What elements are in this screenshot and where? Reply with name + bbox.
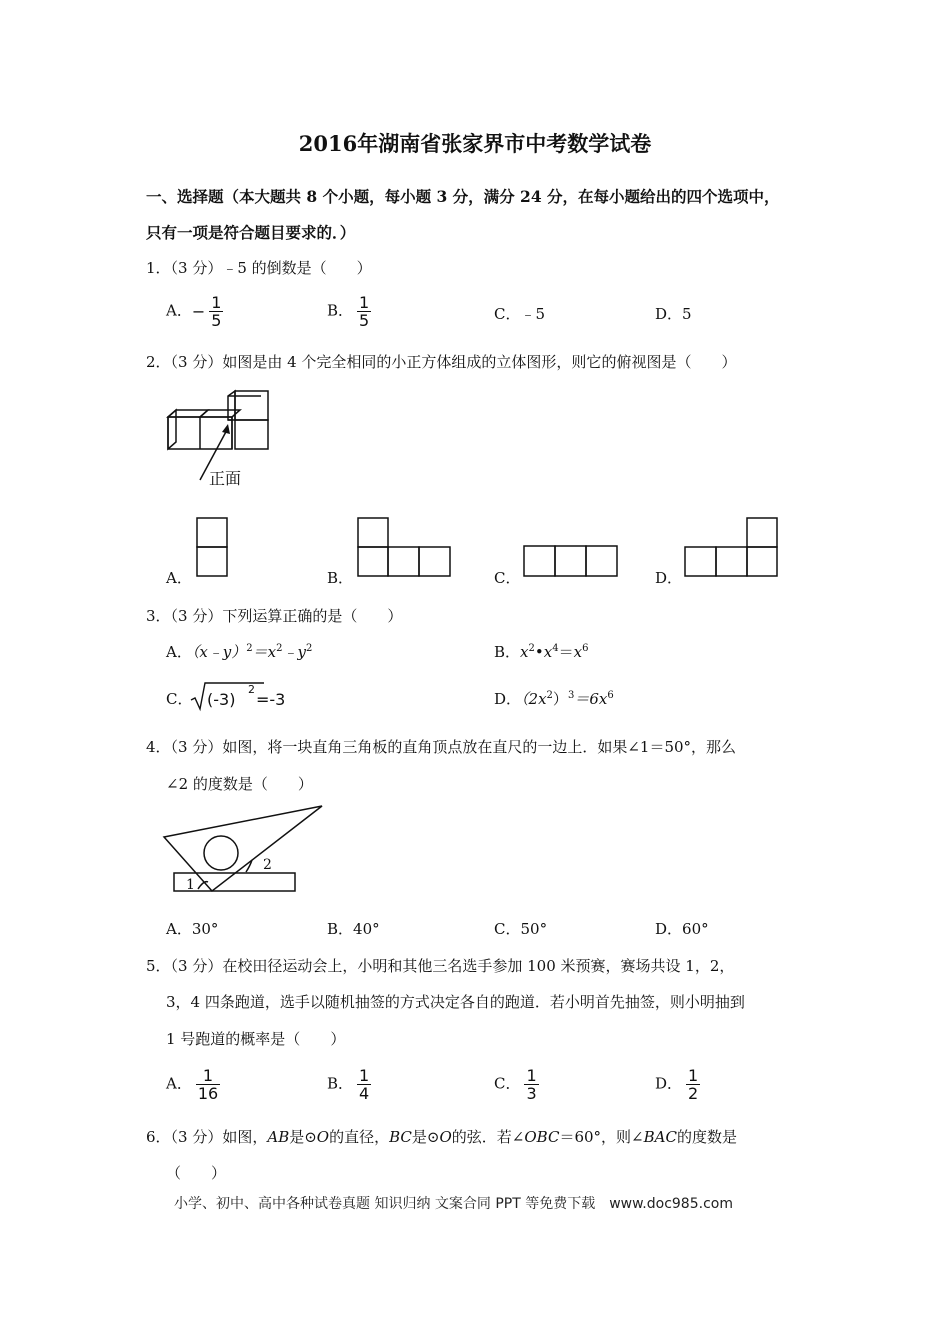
exponent: 2	[305, 643, 313, 654]
exponent: 2	[248, 683, 255, 696]
radical-rest: =-3	[256, 690, 286, 709]
q2-option-a-figure	[196, 517, 230, 579]
minus-sign: −	[191, 302, 206, 321]
option-label: B．	[494, 643, 521, 661]
option-label: A．	[166, 1074, 192, 1093]
q1-option-c: C．﹣5	[494, 305, 546, 323]
denominator: 5	[211, 311, 222, 330]
fraction	[357, 294, 371, 329]
var: O	[316, 1128, 330, 1146]
q2-option-d-figure	[684, 517, 780, 579]
q5-option-c	[494, 1067, 539, 1102]
expr: ）	[552, 690, 568, 708]
denominator: 2	[688, 1084, 699, 1103]
text: 是⊙	[411, 1128, 440, 1146]
text: 是⊙	[289, 1128, 317, 1146]
radicand: (-3)	[207, 690, 236, 709]
expr: ＝x	[252, 643, 277, 661]
expr: （x﹣y）	[191, 643, 247, 661]
q5-line3: 1 号跑道的概率是（ ）	[166, 1030, 346, 1048]
var: BAC	[643, 1128, 677, 1146]
expr: ﹣y	[282, 643, 306, 661]
q5-option-a	[166, 1067, 220, 1102]
expr: x	[543, 643, 553, 661]
q4-option-a: A．30°	[166, 920, 219, 938]
angle-2-label: 2	[263, 857, 272, 873]
q4-line1: 4．（3 分）如图，将一块直角三角板的直角顶点放在直尺的一边上．如果∠1＝50°，那么	[146, 738, 737, 756]
expr: ＝6x	[574, 690, 608, 708]
q1-option-b	[327, 294, 371, 329]
q2-option-c: C．	[494, 569, 521, 587]
fraction	[524, 1067, 538, 1102]
text: 的弦．若∠	[451, 1128, 525, 1146]
q4-option-c: C．50°	[494, 920, 548, 938]
section-header-line2: 只有一项是符合题目要求的．）	[146, 223, 356, 242]
option-label: D．	[494, 690, 522, 708]
numerator: 1	[526, 1066, 537, 1085]
q4-line2: ∠2 的度数是（ ）	[166, 775, 313, 793]
q4-option-d: D．60°	[655, 920, 709, 938]
fraction	[209, 294, 223, 329]
numerator: 1	[688, 1066, 699, 1085]
exponent: 2	[276, 643, 283, 654]
exponent: 2	[546, 690, 553, 701]
var: BC	[389, 1128, 412, 1146]
q4-option-b: B．40°	[327, 920, 380, 938]
q5-option-b	[327, 1067, 371, 1102]
q2-option-b: B．	[327, 569, 354, 587]
expr: （2x	[521, 690, 547, 708]
q1-option-d: D．5	[655, 305, 692, 323]
q3-option-d	[494, 688, 614, 709]
q2-front-label: 正面	[209, 469, 242, 488]
q4-triangle-ruler-figure	[160, 800, 330, 900]
q2-option-b-figure	[357, 517, 453, 579]
q3-option-b	[494, 641, 588, 662]
text: 的度数是	[676, 1128, 737, 1146]
q5-line2: 3，4 四条跑道，选手以随机抽签的方式决定各自的跑道．若小明首先抽签，则小明抽到	[166, 993, 745, 1011]
footer-watermark: 小学、初中、高中各种试卷真题 知识归纳 文案合同 PPT 等免费下载 www.doc985.com	[174, 1196, 733, 1212]
option-label: B．	[327, 1074, 354, 1093]
q2-option-d: D．	[655, 569, 683, 587]
expr: x	[520, 643, 529, 661]
numerator: 1	[202, 1066, 214, 1085]
denominator: 4	[359, 1084, 370, 1103]
q3-stem: 3．（3 分）下列运算正确的是（ ）	[146, 607, 403, 625]
expr: x	[573, 643, 583, 661]
numerator: 1	[211, 293, 222, 312]
exponent: 2	[246, 643, 253, 654]
exponent: 2	[528, 643, 535, 654]
q6-line1	[146, 1126, 737, 1147]
q1-stem: 1．（3 分）﹣5 的倒数是（ ）	[146, 259, 372, 277]
exponent: 3	[567, 690, 575, 701]
q5-line1: 5．（3 分）在校田径运动会上，小明和其他三名选手参加 100 米预赛，赛场共设 1，2，	[146, 957, 735, 975]
fraction	[686, 1067, 700, 1102]
text: 6．（3 分）如图，	[146, 1128, 268, 1146]
var: OBC	[524, 1128, 560, 1146]
q2-option-c-figure	[523, 545, 619, 579]
angle-1-label: 1	[186, 877, 195, 893]
q5-option-d	[655, 1067, 700, 1102]
q1-option-a	[166, 294, 223, 329]
fraction	[196, 1067, 220, 1102]
page-title: 2016年湖南省张家界市中考数学试卷	[298, 131, 652, 156]
dot: •	[534, 643, 544, 661]
denominator: 16	[197, 1084, 219, 1103]
text: ＝60°，则∠	[559, 1128, 644, 1146]
equals: ＝	[558, 643, 574, 661]
option-label: C．	[166, 690, 193, 708]
exponent: 6	[607, 690, 614, 701]
fraction	[357, 1067, 371, 1102]
text: 的直径，	[329, 1128, 390, 1146]
numerator: 1	[359, 1066, 370, 1085]
option-label: C．	[494, 1074, 521, 1093]
option-label: A．	[166, 643, 192, 661]
q2-option-a: A．	[166, 569, 192, 587]
numerator: 1	[359, 293, 370, 312]
exponent: 4	[552, 643, 559, 654]
option-label: A．	[166, 301, 192, 320]
section-header-line1: 一、选择题（本大题共 8 个小题，每小题 3 分，满分 24 分，在每小题给出的四个选项中，	[146, 187, 780, 206]
denominator: 3	[526, 1084, 537, 1103]
q3-option-a	[166, 641, 312, 662]
option-label: D．	[655, 1074, 683, 1093]
denominator: 5	[359, 311, 370, 330]
q6-line2: （ ）	[166, 1164, 227, 1182]
exponent: 6	[582, 643, 589, 654]
var: O	[439, 1128, 452, 1146]
q3-option-c-radical	[189, 680, 299, 712]
option-label: B．	[327, 301, 354, 320]
var: AB	[267, 1128, 290, 1146]
q2-stem: 2．（3 分）如图是由 4 个完全相同的小正方体组成的立体图形，则它的俯视图是（ ）	[146, 353, 737, 371]
